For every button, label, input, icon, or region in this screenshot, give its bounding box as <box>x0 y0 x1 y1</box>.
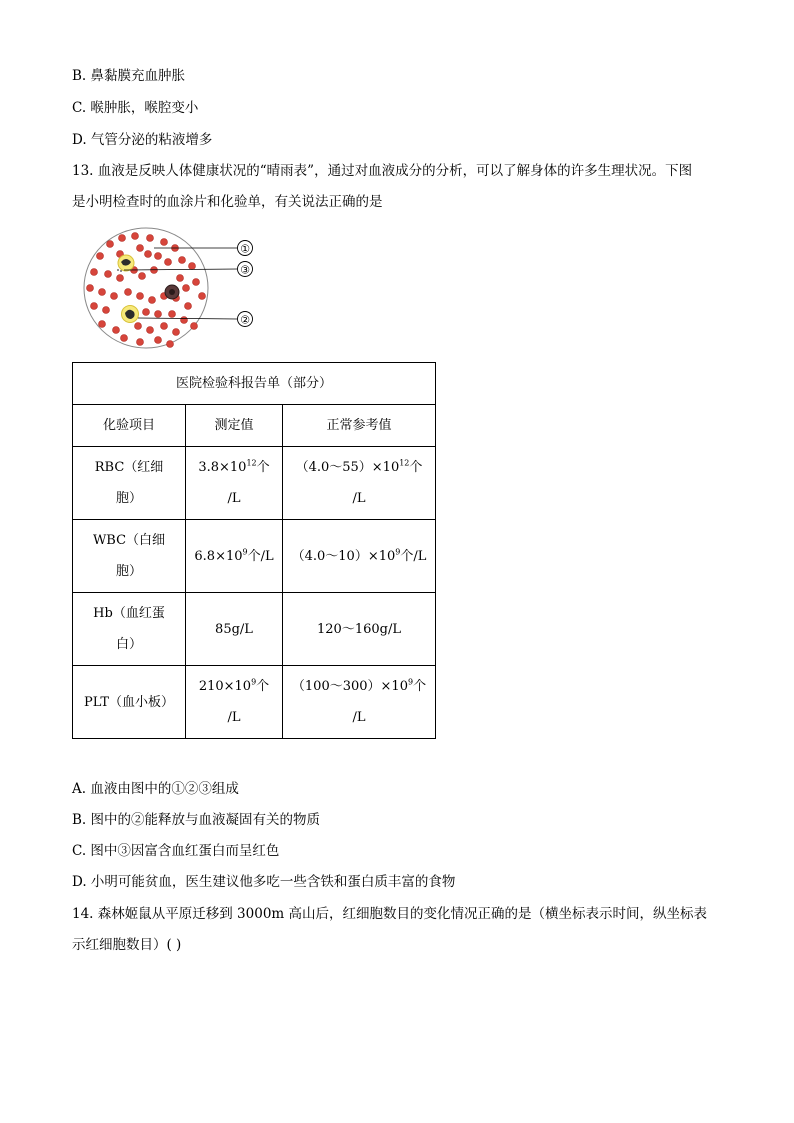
dark-cell-center <box>165 285 179 299</box>
cell-value: $210\times 10^9$个 /L <box>186 666 283 739</box>
cell-reference: $(4.0\sim 10)\times 10^9$个/L <box>283 520 436 593</box>
cell-value: 85g/L <box>186 593 283 666</box>
option-c-prev: C. 喉肿胀，喉腔变小 <box>72 100 199 116</box>
label-3: ③ <box>240 263 250 277</box>
cell-item: RBC（红细 胞） <box>73 447 186 520</box>
cell-reference: $(100\sim 300)\times 10^9$个 /L <box>283 666 436 739</box>
option-d-prev: D. 气管分泌的粘液增多 <box>72 132 213 148</box>
option-c[interactable]: C. 图中③因富含血红蛋白而呈红色 <box>72 843 280 859</box>
cell-item: PLT（血小板） <box>73 666 186 739</box>
option-a[interactable]: A. 血液由图中的①②③组成 <box>72 781 239 797</box>
cell-reference: $(4.0\sim 55)\times 10^{12}$个 /L <box>283 447 436 520</box>
report-title: 医院检验科报告单（部分） <box>73 363 436 405</box>
question-13-line-1: 13. 血液是反映人体健康状况的“晴雨表”，通过对血液成分的分析，可以了解身体的许多生理状况。下图 <box>72 163 693 179</box>
cell-value: $3.8\times 10^{12}$个 /L <box>186 447 283 520</box>
cell-item: Hb（血红蛋 白） <box>73 593 186 666</box>
table-row-hb <box>73 593 436 666</box>
white-blood-cell-top <box>118 255 134 271</box>
option-d[interactable]: D. 小明可能贫血，医生建议他多吃一些含铁和蛋白质丰富的食物 <box>72 874 456 890</box>
cell-item: WBC（白细 胞） <box>73 520 186 593</box>
header-reference: 正常参考值 <box>283 405 436 447</box>
question-14-line-1: 14. 森林姬鼠从平原迁移到 3000m 高山后，红细胞数目的变化情况正确的是（横坐标表示时间，纵坐标表 <box>72 906 707 922</box>
question-14-line-2: 示红细胞数目）( ) <box>72 937 182 953</box>
option-b[interactable]: B. 图中的②能释放与血液凝固有关的物质 <box>72 812 321 828</box>
cell-value: $6.8\times 10^9$个/L <box>186 520 283 593</box>
table-row-plt <box>73 666 436 739</box>
question-13-line-2: 是小明检查时的血涂片和化验单，有关说法正确的是 <box>72 194 383 210</box>
white-blood-cell-lower <box>122 306 139 323</box>
label-1: ① <box>240 242 250 256</box>
lab-report-table <box>72 362 436 739</box>
table-row-wbc <box>73 520 436 593</box>
header-value: 测定值 <box>186 405 283 447</box>
table-row-rbc <box>73 447 436 520</box>
blood-smear-figure <box>80 226 270 352</box>
cell-reference: 120～160g/L <box>283 593 436 666</box>
header-item: 化验项目 <box>73 405 186 447</box>
label-2: ② <box>240 313 250 327</box>
option-b-prev: B. 鼻黏膜充血肿胀 <box>72 68 186 84</box>
